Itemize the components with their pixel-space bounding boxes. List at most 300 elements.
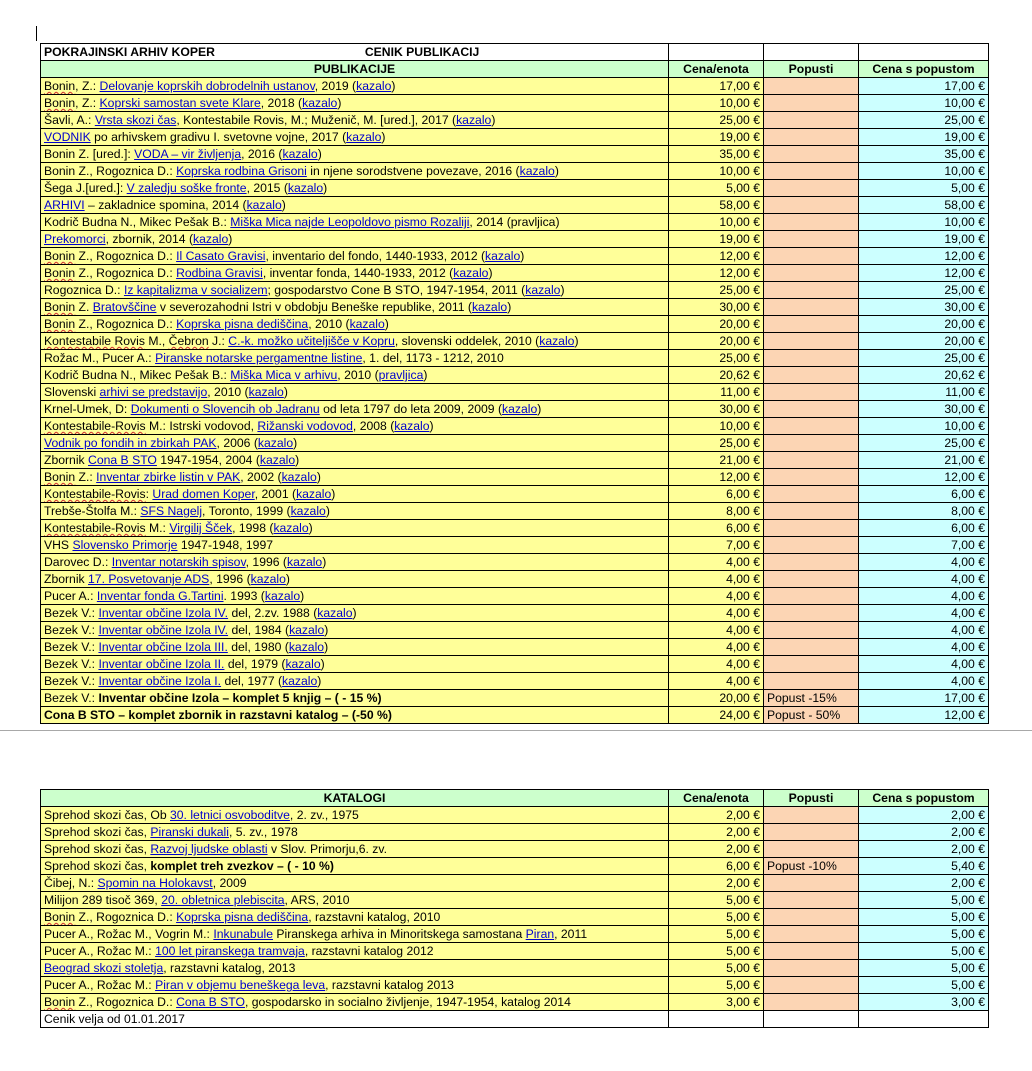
publication-link[interactable]: Inventar občine Izola IV. [98,606,229,620]
index-link[interactable]: kazalo [282,147,318,161]
title-text: Z., Rogoznica D.: [75,266,177,280]
index-link[interactable]: kazalo [302,96,338,110]
discount-cell [764,554,859,571]
title-cell [41,265,669,282]
publication-link[interactable]: C.-k. možko učiteljišče v Kopru [228,334,395,348]
discount-cell [764,146,859,163]
publication-link[interactable]: Koprska pisna dediščina [176,317,309,331]
index-link[interactable]: kazalo [257,436,294,450]
title-text: Darovec D.: [44,555,112,569]
title-text: v Slov. Primorju,6. zv. [267,842,387,856]
discount-cell [764,350,859,367]
publication-link[interactable]: Inkunabule [213,927,273,941]
discount-cell [764,656,859,673]
final-price-cell: 35,00 € [859,146,989,163]
publication-link[interactable]: Inventar notarskih spisov [111,555,246,569]
title-text: Bonin [44,470,76,484]
archive-name: POKRAJINSKI ARHIV KOPER [44,45,215,59]
publication-link[interactable]: Prekomorci [44,232,106,246]
publication-link[interactable]: SFS Nagelj [140,504,203,518]
price-cell: 5,00 € [669,909,764,926]
price-cell: 6,00 € [669,520,764,537]
title-text: Rogoznica D.: [44,283,124,297]
publication-link[interactable]: arhivi se predstavijo [99,385,208,399]
table-row [41,265,989,282]
table-row [41,943,989,960]
title-text: 1947-1948, 1997 [177,538,274,552]
title-text: Bonin Z., Rogoznica D.: [44,164,177,178]
title-text: , inventar fonda, 1440-1933, 2012 ( [262,266,454,280]
title-text: ) [325,504,330,518]
title-text: ) [285,572,290,586]
publication-link[interactable]: Il Casato Gravisi [176,249,266,263]
final-price-cell: 4,00 € [859,571,989,588]
title-text: Sprehod skozi čas, [44,842,151,856]
title-text: , 2014 (pravljica) [469,215,560,229]
discount-cell [764,180,859,197]
title-text: : [145,487,153,501]
table-row [41,299,989,316]
title-text: ) [317,674,322,688]
table-row [41,503,989,520]
index-link[interactable]: kazalo [346,130,382,144]
publication-link[interactable]: Rodbina Gravisi [176,266,263,280]
title-text: ) [300,589,305,603]
title-cell [41,960,669,977]
title-cell [41,943,669,960]
discount-cell [764,926,859,943]
title-text: Šega J.[ured.]: [44,181,127,195]
empty-cell [669,1011,764,1028]
title-text: ; gospodarstvo Cone B STO, 1947-1954, 2011 ( [267,283,526,297]
price-cell: 20,62 € [669,367,764,384]
title-cell [41,977,669,994]
publication-link[interactable]: Piran [525,927,555,941]
title-text: ) [324,623,329,637]
discount-cell [764,78,859,95]
publication-link[interactable]: Rižanski vodovod [257,419,353,433]
price-cell: 35,00 € [669,146,764,163]
discount-cell [764,282,859,299]
publication-link[interactable]: Miška Mica v arhivu [230,368,338,382]
publication-link[interactable]: Inventar občine Izola III. [98,640,228,654]
price-cell: 4,00 € [669,639,764,656]
table-row [41,180,989,197]
table-row [41,367,989,384]
price-cell: 25,00 € [669,435,764,452]
price-cell: 12,00 € [669,469,764,486]
title-text: ) [537,402,542,416]
index-link[interactable]: kazalo [246,198,282,212]
table-row [41,469,989,486]
title-text: , 2010 ( [308,317,350,331]
title-cell [41,909,669,926]
table-row [41,95,989,112]
publication-link[interactable]: Koprska rodbina Grisoni [176,164,307,178]
table-row [41,824,989,841]
title-text: , gospodarsko in socialno življenje, 1947-1954, katalog 2014 [244,995,571,1009]
empty-cell [859,1011,989,1028]
title-text: ) [520,249,525,263]
title-text: ) [317,147,322,161]
price-cell: 19,00 € [669,231,764,248]
title-cell [41,892,669,909]
table-row [41,163,989,180]
title-text: ) [429,419,434,433]
price-cell: 7,00 € [669,537,764,554]
table-row [41,875,989,892]
table-row [41,146,989,163]
title-cell [41,486,669,503]
title-text: Bonin [44,995,76,1009]
index-link[interactable]: kazalo [259,453,296,467]
final-price-cell: 10,00 € [859,163,989,180]
index-link[interactable]: kazalo [250,572,286,586]
final-price-cell: 10,00 € [859,418,989,435]
publication-link[interactable]: Piranski dukali [150,825,229,839]
discount-cell [764,875,859,892]
title-text: , Z.: [75,79,100,93]
publication-link[interactable]: Urad domen Koper [152,487,255,501]
publication-link[interactable]: Piranske notarske pergamentne listine [155,351,363,365]
index-link[interactable]: kazalo [285,657,321,671]
discount-cell [764,571,859,588]
title-cell [41,858,669,875]
col-header-final-price: Cena s popustom [859,790,989,807]
title-cell [41,180,669,197]
title-text: , 2016 ( [241,147,283,161]
title-cell [41,994,669,1011]
final-price-cell: 2,00 € [859,824,989,841]
title-text: ) [320,657,325,671]
discount-cell [764,299,859,316]
discount-cell [764,673,859,690]
title-cell [41,112,669,129]
title-text: in njene sorodstvene povezave, 2016 ( [306,164,520,178]
price-cell: 21,00 € [669,452,764,469]
title-text: ) [308,521,313,535]
final-price-cell: 6,00 € [859,486,989,503]
price-cell: 5,00 € [669,892,764,909]
title-cell [41,841,669,858]
final-price-cell: 5,00 € [859,909,989,926]
index-link[interactable]: kazalo [289,623,325,637]
title-text: ) [337,96,342,110]
title-text: Inventar občine Izola – komplet 5 knjig – ( - 15 %) [98,691,382,705]
index-link[interactable]: kazalo [248,385,284,399]
discount-cell [764,892,859,909]
publication-link[interactable]: Vrsta skozi čas [94,113,177,127]
discount-cell [764,960,859,977]
final-price-cell: 5,00 € [859,180,989,197]
final-price-cell: 4,00 € [859,673,989,690]
table-row [41,316,989,333]
publication-link[interactable]: 17. Posvetovanje ADS [88,572,210,586]
publication-link[interactable]: Koprski samostan svete Klare [99,96,261,110]
table-row [41,401,989,418]
table-row [41,639,989,656]
title-cell [41,537,669,554]
final-price-cell: 4,00 € [859,605,989,622]
final-price-cell: 25,00 € [859,435,989,452]
title-text: Cona B STO – komplet zbornik in razstavni katalog – (-50 %) [44,708,392,722]
publication-link[interactable]: Virgilij Šček [169,521,233,535]
section-heading-catalogues: KATALOGI [41,790,669,807]
table-row [41,656,989,673]
price-cell: 20,00 € [669,333,764,350]
col-header-discount: Popusti [764,61,859,78]
col-header-price: Cena/enota [669,790,764,807]
title-text: – zakladnice spomina, 2014 ( [84,198,247,212]
price-cell: 2,00 € [669,875,764,892]
title-text: Trebše-Štolfa M.: [44,504,141,518]
title-text: , 2009 [212,876,247,890]
title-cell [41,129,669,146]
title-text: ) [560,283,565,297]
final-price-cell: 20,00 € [859,316,989,333]
table-row [41,807,989,824]
title-text: Bezek V.: [44,623,99,637]
discount-cell [764,112,859,129]
index-link[interactable]: kazalo [539,334,575,348]
index-link[interactable]: kazalo [502,402,538,416]
title-cell [41,146,669,163]
index-link[interactable]: kazalo [356,79,392,93]
index-link[interactable]: kazalo [394,419,430,433]
final-price-cell: 10,00 € [859,214,989,231]
discount-cell [764,639,859,656]
publication-link[interactable]: ARHIVI [44,198,85,212]
index-link[interactable]: kazalo [456,113,492,127]
title-text: ) [384,317,389,331]
title-text: Pucer A.: [44,589,97,603]
final-price-cell: 25,00 € [859,112,989,129]
publication-link[interactable]: Beograd skozi stoletja [44,961,164,975]
discount-cell [764,435,859,452]
publication-link[interactable]: 30. letnici osvoboditve [170,808,290,822]
price-cell: 4,00 € [669,605,764,622]
discount-cell [764,333,859,350]
index-link[interactable]: kazalo [453,266,489,280]
discount-cell [764,588,859,605]
title-text: Kontestabile-Rovis [44,419,146,433]
price-cell: 4,00 € [669,622,764,639]
table-row [41,673,989,690]
discount-cell [764,994,859,1011]
table-row [41,282,989,299]
publication-link[interactable]: Inventar zbirke listin v PAK [96,470,241,484]
title-text: , Kontestabile Rovis, M.; Muženič, M. [ured.], 2017 ( [176,113,457,127]
index-link[interactable]: kazalo [287,181,324,195]
title-text: , 2008 ( [352,419,395,433]
title-text: Z., Rogoznica D.: [75,910,177,924]
title-text: Bonin [44,79,76,93]
index-link[interactable]: kazalo [485,249,521,263]
discount-cell [764,163,859,180]
title-text: Bezek V.: [44,674,99,688]
index-link[interactable]: kazalo [273,521,309,535]
price-cell: 10,00 € [669,418,764,435]
publications-table [40,43,989,724]
discount-cell [764,943,859,960]
publication-link[interactable]: Bratovščine [92,300,157,314]
index-link[interactable]: kazalo [290,504,326,518]
title-cell [41,605,669,622]
title-text: Pucer A., Rožac M., Vogrin M.: [44,927,214,941]
title-text: , 2002 ( [240,470,282,484]
publication-link[interactable]: Inventar občine Izola IV. [98,623,229,637]
final-price-cell: 4,00 € [859,554,989,571]
price-cell: 6,00 € [669,486,764,503]
publication-link[interactable]: 100 let piranskega tramvaja [155,944,305,958]
index-link[interactable]: kazalo [288,640,325,654]
title-cell [41,367,669,384]
final-price-cell: 7,00 € [859,537,989,554]
table-row [41,486,989,503]
price-cell: 2,00 € [669,824,764,841]
publication-link[interactable]: Delovanje koprskih dobrodelnih ustanov [99,79,315,93]
title-text: ) [283,385,288,399]
publication-link[interactable]: Cona B STO [176,995,245,1009]
discount-cell [764,197,859,214]
publication-link[interactable]: Koprska pisna dediščina [176,910,309,924]
discount-cell: Popust - 50% [764,707,859,724]
catalogues-table [40,789,989,1028]
title-text: , 2006 ( [216,436,258,450]
table-row [41,841,989,858]
title-cell [41,214,669,231]
title-text: del, 1984 ( [228,623,290,637]
title-text: Sprehod skozi čas, [44,825,151,839]
title-text: v severozahodni Istri v obdobju Beneške republike, 2011 ( [156,300,472,314]
title-text: , 2010 ( [207,385,249,399]
final-price-cell: 5,00 € [859,943,989,960]
final-price-cell: 3,00 € [859,994,989,1011]
publication-link[interactable]: Slovensko Primorje [72,538,178,552]
price-cell: 5,00 € [669,926,764,943]
title-cell [41,926,669,943]
title-text: , 1996 ( [245,555,287,569]
publication-link[interactable]: Dokumenti o Slovencih ob Jadranu [130,402,320,416]
title-text: Kontestabile-Rovis [44,487,146,501]
final-price-cell: 2,00 € [859,841,989,858]
title-text: , Z.: [75,96,100,110]
price-cell: 25,00 € [669,282,764,299]
publication-link[interactable]: Razvoj ljudske oblasti [150,842,268,856]
price-cell: 2,00 € [669,841,764,858]
publication-link[interactable]: Vodnik po fondih in zbirkah PAK [44,436,217,450]
table-row [41,858,989,875]
table-row [41,129,989,146]
publication-link[interactable]: Iz kapitalizma v socializem [123,283,268,297]
publication-link[interactable]: Inventar fonda G.Tartini [96,589,224,603]
index-link[interactable]: kazalo [296,487,332,501]
publication-link[interactable]: Cona B STO [88,453,157,467]
discount-cell [764,909,859,926]
title-cell [41,248,669,265]
title-text: Zbornik [44,453,89,467]
discount-cell [764,537,859,554]
final-price-cell: 6,00 € [859,520,989,537]
title-text: , 2010 ( [337,368,379,382]
price-cell: 19,00 € [669,129,764,146]
title-text: J.: [208,334,229,348]
index-link[interactable]: kazalo [264,589,301,603]
index-link[interactable]: kazalo [281,470,317,484]
title-text: Z. [75,300,93,314]
final-price-cell: 12,00 € [859,469,989,486]
publication-link[interactable]: 20. obletnica plebiscita [161,893,285,907]
title-text: ) [423,368,428,382]
index-link[interactable]: kazalo [193,232,229,246]
publication-link[interactable]: VODNIK [44,130,91,144]
title-cell [41,401,669,418]
catalogues-header-row [41,790,989,807]
price-cell: 2,00 € [669,807,764,824]
table-row [41,231,989,248]
title-text: Piranskega arhiva in Minoritskega samostana [272,927,526,941]
publication-link[interactable]: VODA – vir življenja [134,147,242,161]
title-cell [41,469,669,486]
index-link[interactable]: kazalo [471,300,508,314]
discount-cell: Popust -15% [764,690,859,707]
publication-link[interactable]: Miška Mica najde Leopoldovo pismo Rozaliji [230,215,470,229]
publication-link[interactable]: Inventar občine Izola I. [98,674,222,688]
publication-link[interactable]: Inventar občine Izola II. [98,657,225,671]
title-text: , inventario del fondo, 1440-1933, 2012 ( [265,249,486,263]
title-text: Bonin [44,300,76,314]
final-price-cell: 10,00 € [859,95,989,112]
title-text: ) [507,300,512,314]
index-link[interactable]: kazalo [282,674,318,688]
price-cell: 58,00 € [669,197,764,214]
publication-link[interactable]: pravljica [378,368,424,382]
title-text: , 2019 ( [314,79,357,93]
publications-header-row [41,61,989,78]
table-row [41,197,989,214]
title-cell [41,503,669,520]
discount-cell [764,807,859,824]
index-link[interactable]: kazalo [286,555,323,569]
title-cell [41,95,669,112]
index-link[interactable]: kazalo [317,606,353,620]
table-row [41,690,989,707]
final-price-cell: 12,00 € [859,265,989,282]
price-cell: 4,00 € [669,571,764,588]
title-text: , 2001 ( [254,487,297,501]
discount-cell [764,469,859,486]
index-link[interactable]: kazalo [349,317,385,331]
publication-link[interactable]: Piran v objemu beneškega leva [155,978,326,992]
discount-cell [764,401,859,418]
final-price-cell: 19,00 € [859,129,989,146]
table-row [41,418,989,435]
validity-note: Cenik velja od 01.01.2017 [41,1011,669,1028]
title-text: , 1998 ( [232,521,274,535]
title-cell [41,807,669,824]
index-link[interactable]: kazalo [519,164,555,178]
publication-link[interactable]: V zaledju soške fronte [126,181,247,195]
index-link[interactable]: kazalo [525,283,561,297]
table-row [41,977,989,994]
title-text: del, 1977 ( [221,674,283,688]
final-price-cell: 25,00 € [859,350,989,367]
discount-cell [764,418,859,435]
publication-link[interactable]: Spomin na Holokavst [97,876,213,890]
title-text: , 2. zv., 1975 [289,808,359,822]
price-cell: 3,00 € [669,994,764,1011]
final-price-cell: 17,00 € [859,690,989,707]
